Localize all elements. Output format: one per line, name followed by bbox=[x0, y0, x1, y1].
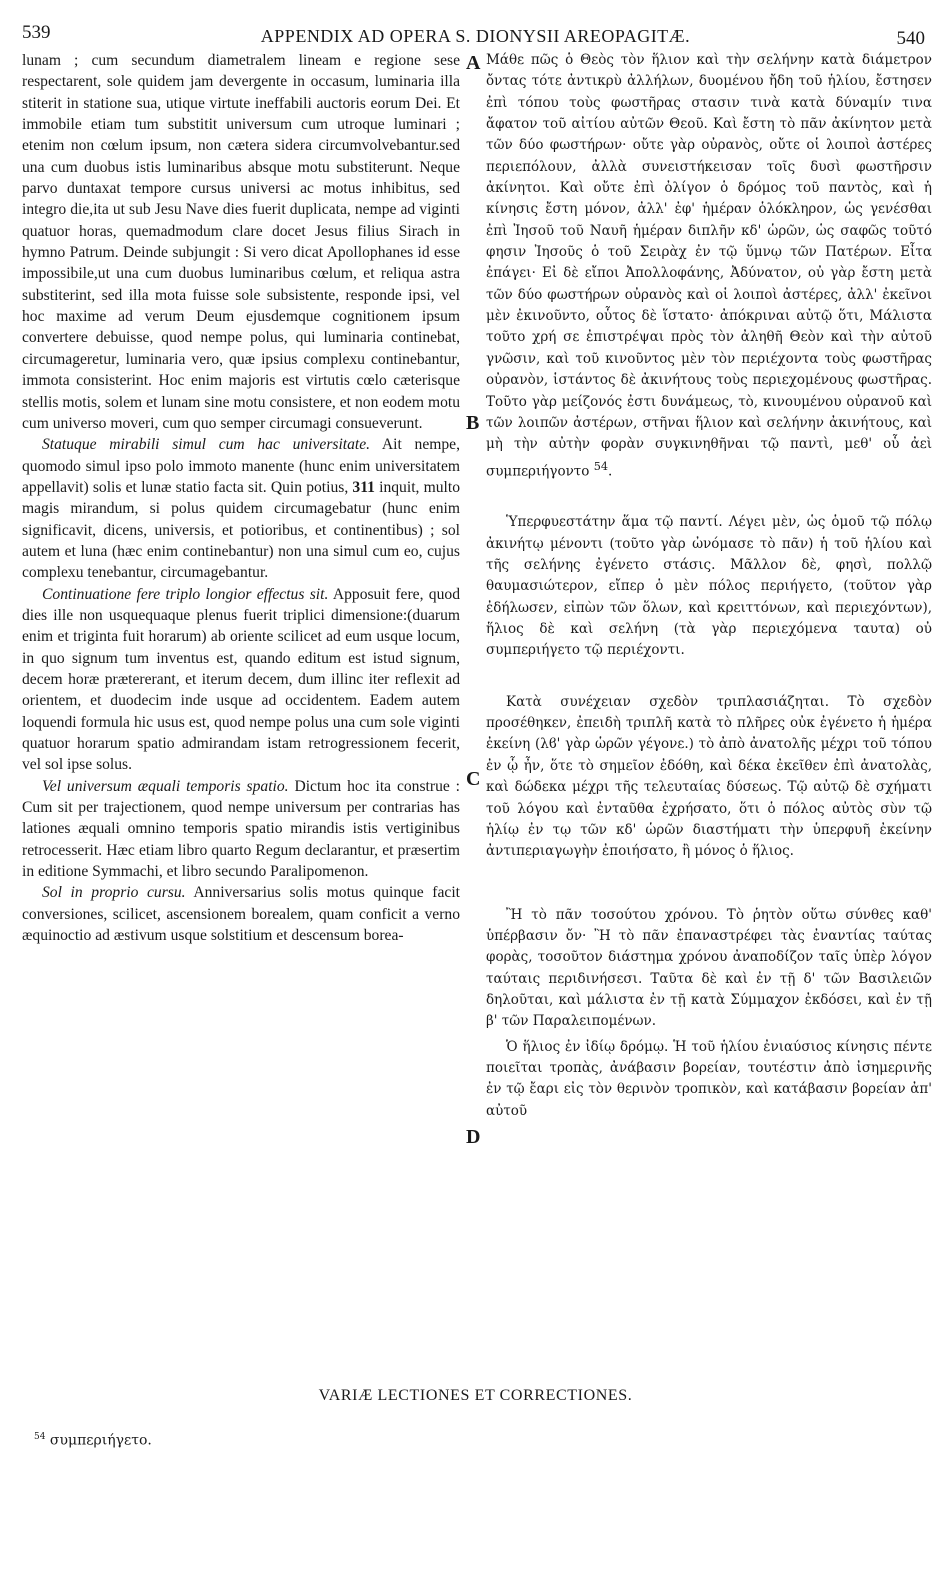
greek-paragraph-3: Κατὰ συνέχειαν σχεδὸν τριπλασιάζηται. Τὸ σχεδὸν προσέθηκεν, ἐπειδὴ τριπλῆ κατὰ τὸ πλῆρες οὐκ ἐγένετο ἡ ἡμέρα ἐκείνη (λϐ' γὰρ ὡρῶν γέγονε.) τὸ ἀπὸ ἀνατολῆς μέχρι τοῦ τόπου ἐν ᾧ ἦν, ὅτε τὸ σημεῖον ἐδόθη, καὶ δέκα ἐκεῖθεν ἐπὶ ἀνατολὰς, καὶ δώδεκα μέχρι τῆς τελευταίας δύσεως. Τῷ αὐτῷ δὲ σχήματι τοῦ λόγου καὶ ἐνταῦθα ἐχρήσατο, ὅτι ὁ πόλος αὐτὸς σὺν τῷ ἡλίῳ ἐν τῳ τῶν κδ' ὡρῶν διαστήματι τὴν ὑπερφυῆ ἐκείνην ἀντιπεριαγωγὴν ἐποιήσατο, ἢ μόνος ὁ ἥλιος. bbox=[486, 693, 932, 860]
lemma: Sol in proprio cursu. bbox=[42, 884, 186, 902]
latin-paragraph-3: Continuatione fere triplo longior effectus sit. Apposuit fere, quod dies ille non usquequaque plenus fuerit triplici dimensione:(duarum enim et triginta fuit horarum) ab oriente scilicet ad eum usque locum, in quo signum tum inventus est, quando editum est istud signum, decem horæ prætererant, et iterum decem, dum illinc iter reflexit ad orientem, et duodecim inde usque ad occidentem. Eadem autem loquendi formula hic usus est, quod nempe polus una cum sole viginti quatuor horarum spatio admirandam istam retrogressionem fecerit, vel sol ipse solus. bbox=[22, 585, 460, 774]
latin-paragraph-2: Statuque mirabili simul cum hac universitate. Ait nempe, quomodo simul ipso polo immoto manente (hunc enim universitatem appellavit) solis et lunæ statio facta sit. Quin potius, 311 inquit, multo magis mirandum, si polus quidem circumagebatur (hunc enim significavit, dicens, universis, et potioribus, et continentibus) ; sol autem et luna (hæc enim continebantur) non una simul cum eo, cujus complexu tenebantur, circumagebantur. bbox=[22, 436, 461, 582]
latin-paragraph-5: Sol in proprio cursu. Anniversarius solis motus quinque facit conversiones, scilicet, ascensionem borealem, quam conficit a verno æquinoctio ad æstivum usque solstitium et descensum borea- bbox=[22, 884, 460, 945]
margin-marker-a: A bbox=[466, 52, 481, 74]
footnote-text: συμπεριήγετο. bbox=[49, 1432, 152, 1449]
column-number: 311 bbox=[352, 478, 375, 496]
footnote-ref: 54 bbox=[593, 459, 609, 473]
page-number-left: 539 bbox=[22, 22, 51, 43]
greek-column bbox=[486, 50, 932, 1122]
greek-paragraph-4: Ἢ τὸ πᾶν τοσούτου χρόνου. Τὸ ῥητὸν οὕτω σύνθες καθ' ὑπέρβασιν ὄν· Ἢ τὸ πᾶν ἐπαναστρέφει τὰς ἐναντίας ταύτας φορὰς, τοσοῦτον διάστημα χρόνου ἀναποδίζον ταῖς ὑπὲρ λόγον ταύταις περιδινήσεσι. Ταῦτα δὲ καὶ ἐν τῇ δ' τῶν Βασιλειῶν δηλοῦται, καὶ μάλιστα ἐν τῇ κατὰ Σύμμαχον ἐκδόσει, καὶ ἐν τῇ β' τῶν Παραλειπομένων. bbox=[486, 906, 932, 1030]
page-number-right: 540 bbox=[896, 28, 925, 49]
latin-paragraph-4: Vel universum æquali temporis spatio. Dictum hoc ita construe : Cum sit per trajectionem, quod nempe universum per contrarias has lationes æquali omnino temporis spatio mirandis istis vertiginibus retrocesserit. Hæc etiam libro quarto Regum declarantur, et præsertim in editione Symmachi, et libro secundo Paralipomenon. bbox=[22, 777, 460, 881]
latin-column bbox=[22, 50, 460, 946]
footnote bbox=[34, 1432, 152, 1449]
margin-marker-d: D bbox=[466, 1126, 481, 1148]
footnote-number: 54 bbox=[34, 1432, 46, 1442]
page-header bbox=[0, 14, 951, 48]
running-title: APPENDIX AD OPERA S. DIONYSII AREOPAGITÆ. bbox=[260, 26, 691, 46]
greek-paragraph-5: Ὁ ἥλιος ἐν ἰδίῳ δρόμῳ. Ἡ τοῦ ἡλίου ἐνιαύσιος κίνησις πέντε ποιεῖται τροπὰς, ἀνάβασιν βορείαν, τουτέστιν ἀπὸ ἰσημερινῆς ἐν τῷ ἔαρι εἰς τὸν θερινὸν τροπικὸν, καὶ κατάβασιν βορείαν ἀπ' αὐτοῦ bbox=[486, 1038, 932, 1119]
lemma: Vel universum æquali temporis spatio. bbox=[42, 777, 289, 795]
margin-marker-b: B bbox=[466, 412, 480, 434]
greek-paragraph-2: Ὑπερφυεστάτην ἅμα τῷ παντί. Λέγει μὲν, ὡς ὁμοῦ τῷ πόλῳ ἀκινήτῳ μένοντι (τοῦτο γὰρ ὠνόμασε τὸ πᾶν) ἡ τοῦ ἡλίου καὶ τῆς σελήνης ἐγένετο στάσις. Μᾶλλον δὲ, φησὶ, πολλῷ θαυμασιώτερον, εἴπερ ὁ μὲν πόλος περιήγετο, (τοῦτον γὰρ ἐδήλωσεν, εἰπὼν τῶν ὅλων, καὶ κρειττόνων, καὶ περιεχόντων), ἥλιος δὲ καὶ σελήνη (τὰ γὰρ περιεχόμενα ταυτα) οὐ συμπεριήγετο τῷ περιέχοντι. bbox=[486, 514, 932, 659]
section-title: VARIÆ LECTIONES ET CORRECTIONES. bbox=[318, 1387, 633, 1404]
lemma: Statuque mirabili simul cum hac universitate. bbox=[42, 436, 371, 454]
greek-paragraph-1: Μάθε πῶς ὁ Θεὸς τὸν ἥλιον καὶ τὴν σελήνην κατὰ διάμετρον ὄντας τότε ἀντικρὺ ἀλλήλων, δυομένου ἤδη τοῦ ἡλίου, ἔστησεν ἐπὶ τόπου τοὺς φωστῆρας στασιν τινὰ κατὰ δύναμίν τινα ἄφατον τοῦ αἰτίου αὐτῶν Θεοῦ. Καὶ ἔστη τὸ πᾶν ἀκίνητον μετὰ τῶν δύο φωστήρων· οὔτε γὰρ οὐρανὸς, οὔτε οἱ λοιποὶ ἀστέρες περιεπόλουν, ἀλλὰ συνειστήκεισαν τοῖς δυσὶ φωστῆρσιν ἀκίνητοι. Καὶ οὔτε ἐπὶ ὀλίγον ὁ δρόμος τοῦ παντὸς, καὶ ἡ κίνησις ἔστη μόνον, ἀλλ' ἐφ' ἡμέραν ὁλόκληρον, ὡς γενέσθαι ἐπὶ Ἰησοῦ τοῦ Ναυῆ ἡμέραν διπλῆν κδ' ὡρῶν, ὡς σαφῶς τοῦτό φησιν Ἰησοῦς ὁ τοῦ Σειρὰχ ἐν τῷ ὕμνῳ τῶν Πατέρων. Εἶτα ἐπάγει· Εἰ δὲ εἴποι Ἀπολλοφάνης, Ἀδύνατον, οὐ γὰρ ἔστη μετὰ τῶν δύο φωστήρων οὐρανὸς καὶ οἱ λοιποὶ ἀστέρες, ἀλλ' ἐκεῖνοι μὲν ἐκινοῦντο, οὗτος δὲ ἵστατο· ἀπόκριναι αὐτῷ ὅτι, Μάλιστα τοῦτο χρή σε ἐπιστρέψαι πρὸς τὸν ἀληθῆ Θεὸν καὶ τὴν αὐτοῦ γνῶσιν, καὶ τοῦ κινοῦντος μὲν τὸν περιέχοντα τοὺς φωστῆρας οὐρανὸν, ἱστάντος δὲ ἀκινήτους τοὺς περιεχομένους φωστῆρας. Τοῦτο γὰρ μείζονός ἐστι δυνάμεως, τὸ, κινουμένου οὐρανοῦ καὶ τῶν λοιπῶν ἀστέρων, στῆναι ἥλιον καὶ σελήνην ἀκινήτους, καὶ μὴ τὴν αὐτὴν φορὰν συγκινηθῆναι τῷ παντὶ, μεθ' οὗ ἀεὶ συμπεριήγοντο $^{54}$. bbox=[486, 52, 932, 480]
lemma: Continuatione fere triplo longior effectus sit. bbox=[42, 585, 329, 603]
margin-marker-c: C bbox=[466, 768, 481, 790]
latin-paragraph-1: lunam ; cum secundum diametralem lineam e regione sese respectarent, sole quidem jam devergente in occasum, luminaria illa stiterit in statione sua, utique virtute ineffabili auctoris eorum Dei. Et immobile etiam tum substitit universum cum utroque luminari ; etenim non cœlum ipsum, non cætera sidera circumvolvebantur.sed una cum duobus istis luminaribus absque motu substiterunt. Neque parvo duntaxat tempore cursus universi ac motus inhibitus, sed integro die,ita ut sub Jesu Nave dies fuerit duplicata, nempe ad viginti quatuor horas, quemadmodum clare docet Jesus filius Sirach in hymno Patrum. Deinde subjungit : Si vero dicat Apollophanes id esse impossibile,ut una cum duobus luminaribus cœlum, et reliqua astra substiterint, sed illa mota fuisse sole subsistente, responde ipsi, vel hoc maxime ad verum Deum ejusdemque cognitionem ipsum convertere debuisse, quod nempe polus, qui luminaria continebat, circumageretur, luminaria vero, quæ ipsius complexu continebantur, immota consisterint. Hoc enim majoris est virtutis cœlo cæterisque stellis motis, solem et lunam sine motu consistere, et non eodem motu cum universo moveri, cum quo semper circumagi consueverunt. bbox=[22, 52, 460, 432]
